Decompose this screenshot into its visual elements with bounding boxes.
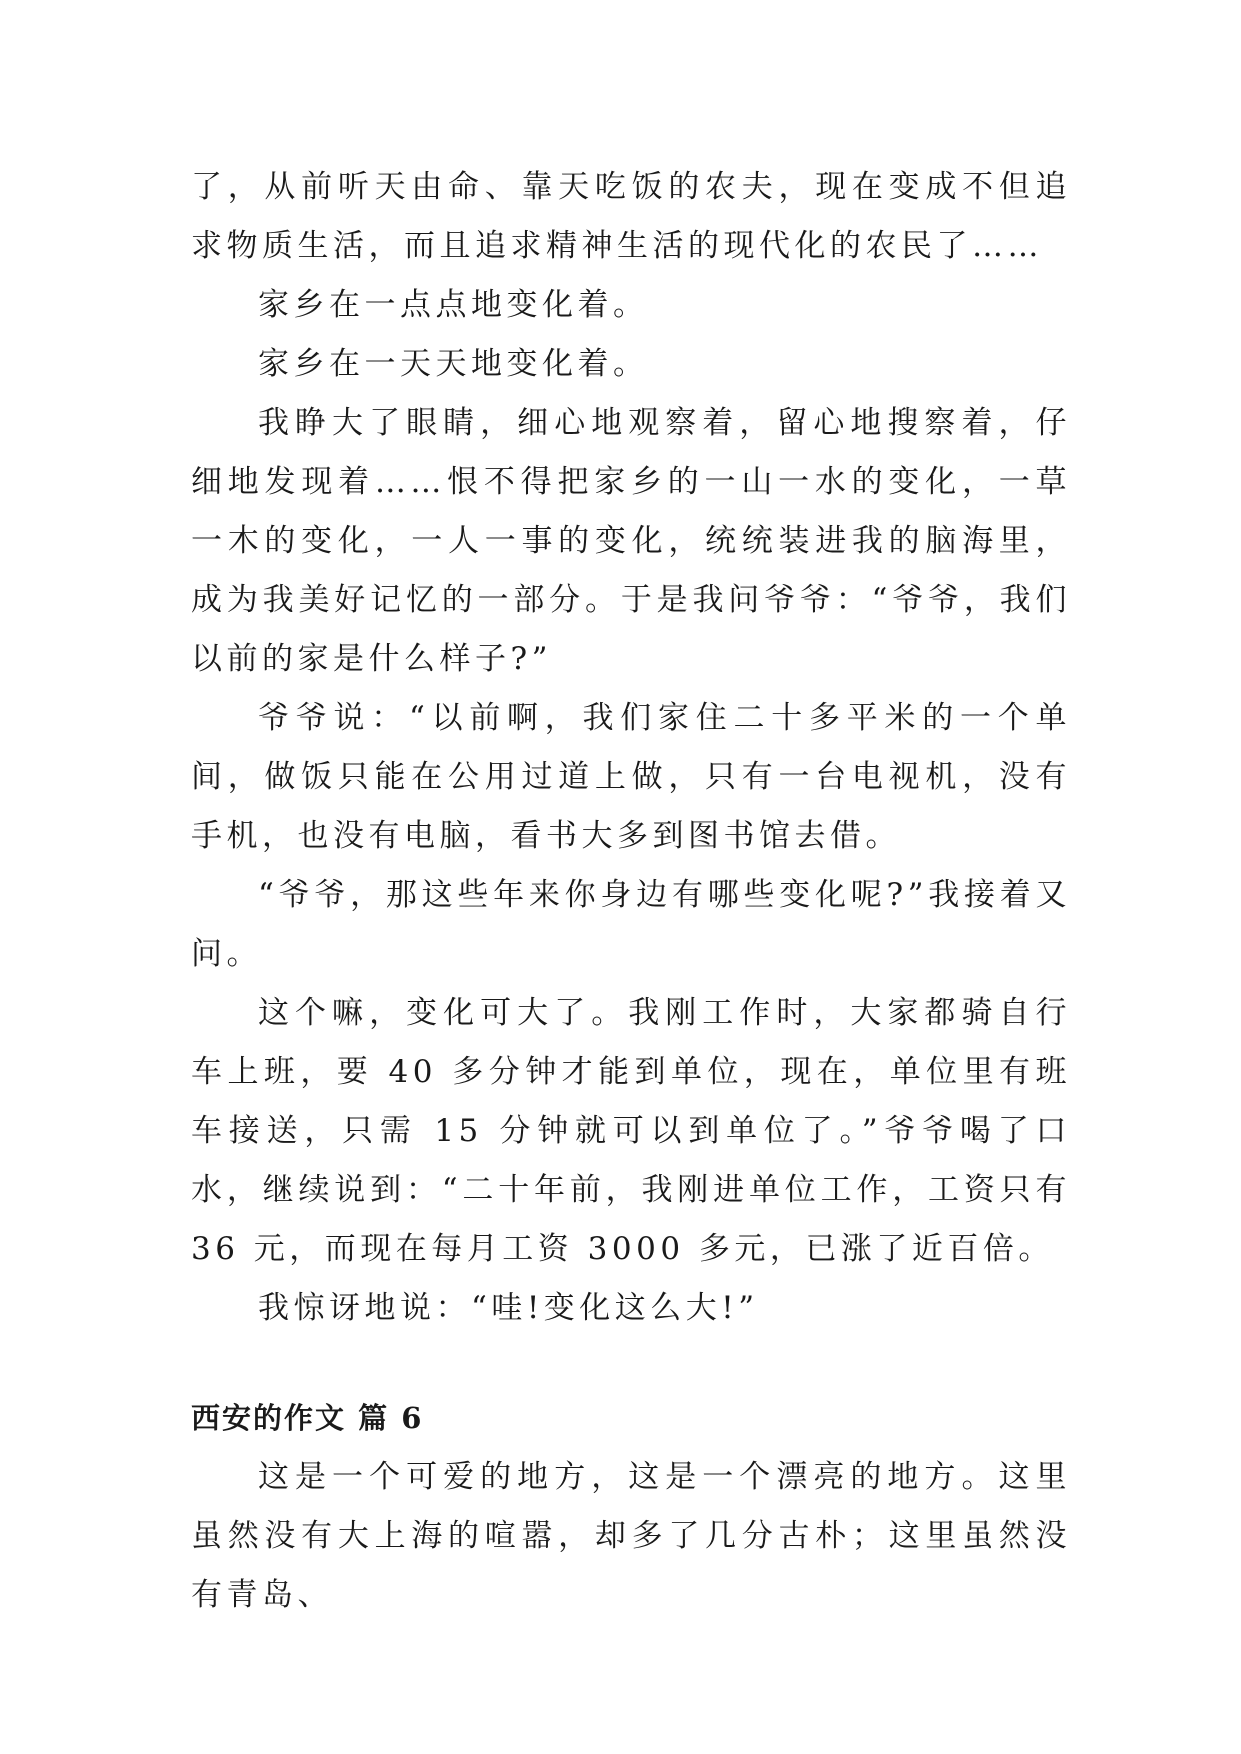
document-page (191, 158, 1071, 1625)
paragraph: 家乡在一点点地变化着。 (258, 287, 649, 323)
paragraph: 了，从前听天由命、靠天吃饭的农夫，现在变成不但追求物质生活，而且追求精神生活的现代化的农民了…… (191, 169, 1071, 264)
paragraph: 我惊讶地说：“哇!变化这么大!” (258, 1290, 759, 1326)
paragraph: 家乡在一天天地变化着。 (258, 346, 649, 382)
section-heading: 西安的作文 篇 6 (191, 1401, 424, 1435)
paragraph: 爷爷说：“以前啊，我们家住二十多平米的一个单间，做饭只能在公用过道上做，只有一台电视机，没有手机，也没有电脑，看书大多到图书馆去借。 (191, 700, 1071, 854)
paragraph: 这个嘛，变化可大了。我刚工作时，大家都骑自行车上班，要 40 多分钟才能到单位，现在，单位里有班车接送，只需 15 分钟就可以到单位了。”爷爷喝了口水，继续说到：“二十年前，我刚进单位工作，工资只有 36 元，而现在每月工资 3000 多元，已涨了近百倍。 (191, 995, 1071, 1267)
paragraph: 这是一个可爱的地方，这是一个漂亮的地方。这里虽然没有大上海的喧嚣，却多了几分古朴；这里虽然没有青岛、 (191, 1459, 1071, 1613)
paragraph: 我睁大了眼睛，细心地观察着，留心地搜察着，仔细地发现着……恨不得把家乡的一山一水的变化，一草一木的变化，一人一事的变化，统统装进我的脑海里，成为我美好记忆的一部分。于是我问爷爷：“爷爷，我们以前的家是什么样子?” (191, 405, 1071, 677)
paragraph: “爷爷，那这些年来你身边有哪些变化呢?”我接着又问。 (191, 877, 1071, 972)
